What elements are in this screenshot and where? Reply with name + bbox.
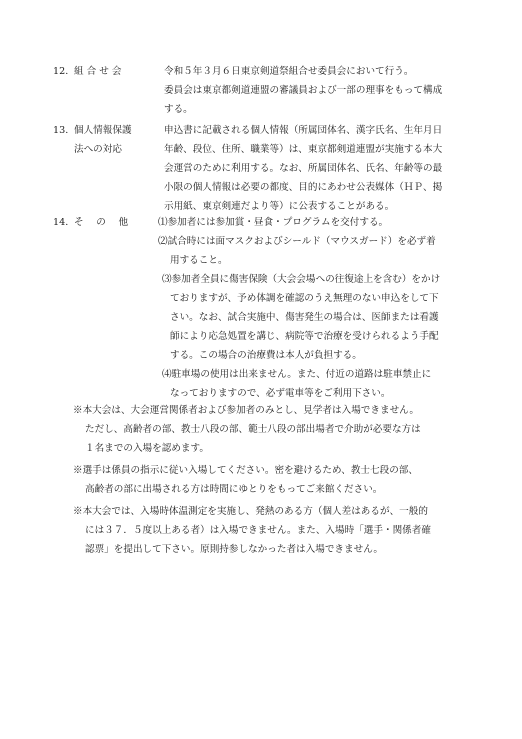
note-line: には３７．５度以上ある者）は入場できません。また、入場時「選手・関係者確 [85,525,431,536]
note-line: １名までの入場を認めます。 [85,443,209,454]
section-body-line: ⑴参加者には参加賞・昼食・プログラムを交付する。 [158,217,389,228]
section-number: 13. [53,125,69,136]
section-number: 12. [53,66,69,77]
section-body-line: 委員会は東京都剣道連盟の審議員および一部の理事をもって構成 [164,85,443,96]
note-line: 認票」を提出して下さい。原則持参しなかった者は入場できません。 [85,544,383,555]
section-body-line: ⑵試合時には面マスクおよびシールド（マウスガード）を必ず着 [158,236,436,247]
section-12 [53,63,503,123]
note-line: 高齢者の部に出場される方は時間にゆとりをもってご来館ください。 [85,484,383,495]
section-body-line: 申込書に記載される個人情報（所属団体名、漢字氏名、生年月日 [164,125,443,136]
section-body-line: ⑶参加者全員に傷害保険（大会会場への往復途上を含む）をかけ [162,274,441,285]
section-body-line: 会運営のために利用する。なお、所属団体名、氏名、年齢等の最 [164,163,443,174]
section-14 [53,214,503,399]
section-body-line: なっておりますので、必ず電車等をご利用下さい。 [170,388,391,399]
section-13 [53,122,503,222]
section-body-line: する。 [164,104,193,115]
note-line: ※選手は係員の指示に従い入場してください。密を避けるため、教士七段の部、 [73,465,418,476]
section-title: 個人情報保護 [74,125,132,136]
section-body-line: 令和５年３月６日東京剣道祭組合せ委員会において行う。 [164,66,414,77]
section-title: 組 合 せ 会 [74,66,122,77]
note-line: ただし、高齢者の部、教士八段の部、範士八段の部出場者で介助が必要な方は [85,424,421,435]
section-body-line: ておりますが、予め体調を確認のうえ無理のない申込をして下 [170,293,439,304]
section-body-line: 師により応急処置を講じ、病院等で治療を受けられるよう手配 [170,331,439,342]
section-body-line: 示用紙、東京剣連だより等）に公表することがある。 [164,201,395,212]
section-body-line: 用すること。 [170,255,228,266]
notes-block [73,402,513,555]
note-line: ※本大会は、大会運営関係者および参加者のみとし、見学者は入場できません。 [73,405,419,416]
section-body-line: ⑷駐車場の使用は出来ません。また、付近の道路は駐車禁止に [162,369,432,380]
note-line: ※本大会では、入場時体温測定を実施し、発熱のある方（個人差はあるが、一般的 [73,506,428,517]
section-body-line: さい。なお、試合実施中、傷害発生の場合は、医師または看護 [170,312,439,323]
section-title: 法への対応 [74,144,122,155]
section-number: 14. [53,217,69,228]
section-title: そ の 他 [74,217,129,228]
section-body-line: 年齢、段位、住所、職業等）は、東京都剣道連盟が実施する本大 [164,144,443,155]
section-body-line: する。この場合の治療費は本人が負担する。 [170,350,362,361]
section-body-line: 小限の個人情報は必要の都度、目的にあわせ公表媒体（ＨＰ、掲 [164,182,443,193]
